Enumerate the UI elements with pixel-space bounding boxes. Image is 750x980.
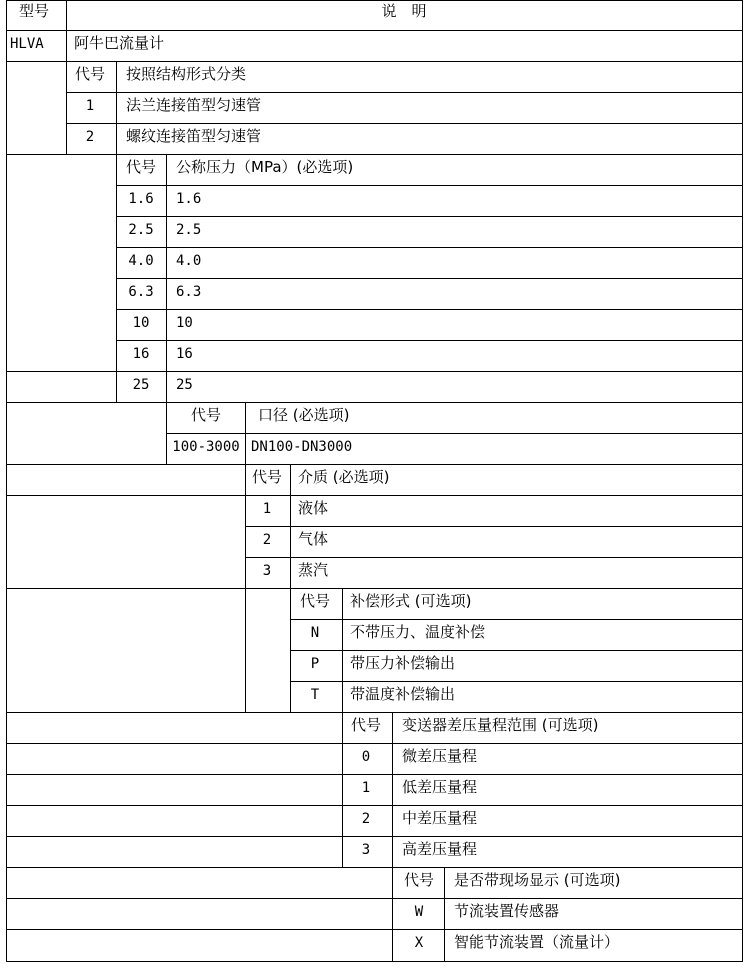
compensation-title: 补偿形式 (可选项) bbox=[350, 592, 472, 610]
structure-desc: 法兰连接笛型匀速管 bbox=[126, 96, 262, 114]
range-code: 1 bbox=[361, 780, 371, 796]
table-row bbox=[263, 499, 328, 517]
compensation-desc: 带压力补偿输出 bbox=[350, 654, 456, 672]
model-code: HLVA bbox=[10, 36, 44, 52]
table-row bbox=[133, 315, 193, 331]
table-row bbox=[362, 840, 477, 858]
display-desc: 节流装置传感器 bbox=[454, 902, 560, 920]
table-row bbox=[362, 809, 477, 827]
pressure-code: 10 bbox=[132, 315, 150, 331]
compensation-code-header: 代号 bbox=[299, 592, 331, 610]
diameter-code-header: 代号 bbox=[190, 406, 222, 424]
display-title: 是否带现场显示 (可选项) bbox=[454, 871, 621, 889]
table-row bbox=[86, 127, 261, 145]
diameter-code: 100-3000 bbox=[172, 439, 240, 455]
pressure-code: 1.6 bbox=[128, 191, 154, 207]
range-title: 变送器差压量程范围 (可选项) bbox=[402, 716, 599, 734]
medium-title: 介质 (必选项) bbox=[298, 468, 390, 486]
model-header: 型号 bbox=[18, 2, 50, 20]
table-row bbox=[311, 654, 455, 672]
compensation-desc: 带温度补偿输出 bbox=[350, 685, 456, 703]
table-row bbox=[263, 530, 328, 548]
medium-desc: 液体 bbox=[298, 499, 329, 517]
range-desc: 高差压量程 bbox=[402, 840, 478, 858]
pressure-desc: 1.6 bbox=[176, 191, 202, 207]
range-desc: 微差压量程 bbox=[402, 747, 478, 765]
table-row bbox=[362, 778, 477, 796]
range-desc: 低差压量程 bbox=[402, 778, 478, 796]
pressure-code: 4.0 bbox=[128, 253, 154, 269]
compensation-code: T bbox=[310, 687, 320, 703]
table-row bbox=[415, 933, 619, 951]
range-code: 3 bbox=[361, 842, 371, 858]
range-code: 0 bbox=[361, 749, 371, 765]
pressure-desc: 2.5 bbox=[176, 222, 202, 238]
range-code-header: 代号 bbox=[350, 716, 382, 734]
pressure-code: 2.5 bbox=[128, 222, 154, 238]
medium-code: 1 bbox=[262, 501, 272, 517]
structure-title: 按照结构形式分类 bbox=[126, 65, 247, 83]
pressure-title: 公称压力（MPa）(必选项) bbox=[176, 158, 354, 176]
structure-desc: 螺纹连接笛型匀速管 bbox=[126, 127, 262, 145]
table-row bbox=[263, 561, 328, 579]
table-row bbox=[128, 284, 201, 300]
display-code-header: 代号 bbox=[403, 871, 435, 889]
table-row bbox=[128, 191, 201, 207]
structure-code: 1 bbox=[85, 98, 95, 114]
range-desc: 中差压量程 bbox=[402, 809, 478, 827]
model-description: 阿牛巴流量计 bbox=[74, 34, 165, 52]
table-row bbox=[133, 377, 193, 393]
compensation-code: N bbox=[310, 625, 320, 641]
medium-code: 3 bbox=[262, 563, 272, 579]
compensation-desc: 不带压力、温度补偿 bbox=[350, 623, 486, 641]
table-row bbox=[415, 902, 559, 920]
medium-desc: 气体 bbox=[298, 530, 329, 548]
table-row bbox=[133, 346, 193, 362]
description-header: 说 明 bbox=[381, 2, 427, 20]
pressure-desc: 4.0 bbox=[176, 253, 202, 269]
table-row bbox=[172, 439, 352, 455]
medium-code-header: 代号 bbox=[251, 468, 283, 486]
medium-desc: 蒸汽 bbox=[298, 561, 329, 579]
display-desc: 智能节流装置（流量计） bbox=[454, 933, 620, 951]
pressure-code-header: 代号 bbox=[125, 158, 157, 176]
pressure-desc: 6.3 bbox=[176, 284, 202, 300]
display-code: W bbox=[414, 904, 424, 920]
table-row bbox=[311, 623, 485, 641]
pressure-desc: 10 bbox=[176, 315, 193, 331]
structure-code-header: 代号 bbox=[74, 65, 106, 83]
compensation-code: P bbox=[310, 656, 320, 672]
table-row bbox=[128, 222, 201, 238]
structure-code: 2 bbox=[85, 129, 95, 145]
table-row bbox=[128, 253, 201, 269]
pressure-code: 6.3 bbox=[128, 284, 154, 300]
table-row bbox=[86, 96, 261, 114]
medium-code: 2 bbox=[262, 532, 272, 548]
pressure-desc: 25 bbox=[176, 377, 193, 393]
diameter-title: 口径 (必选项) bbox=[258, 406, 350, 424]
diameter-desc: DN100-DN3000 bbox=[251, 439, 353, 455]
table-row bbox=[362, 747, 477, 765]
range-code: 2 bbox=[361, 811, 371, 827]
pressure-code: 16 bbox=[132, 346, 150, 362]
display-code: X bbox=[414, 935, 424, 951]
table-row bbox=[311, 685, 455, 703]
pressure-code: 25 bbox=[132, 377, 150, 393]
pressure-desc: 16 bbox=[176, 346, 193, 362]
